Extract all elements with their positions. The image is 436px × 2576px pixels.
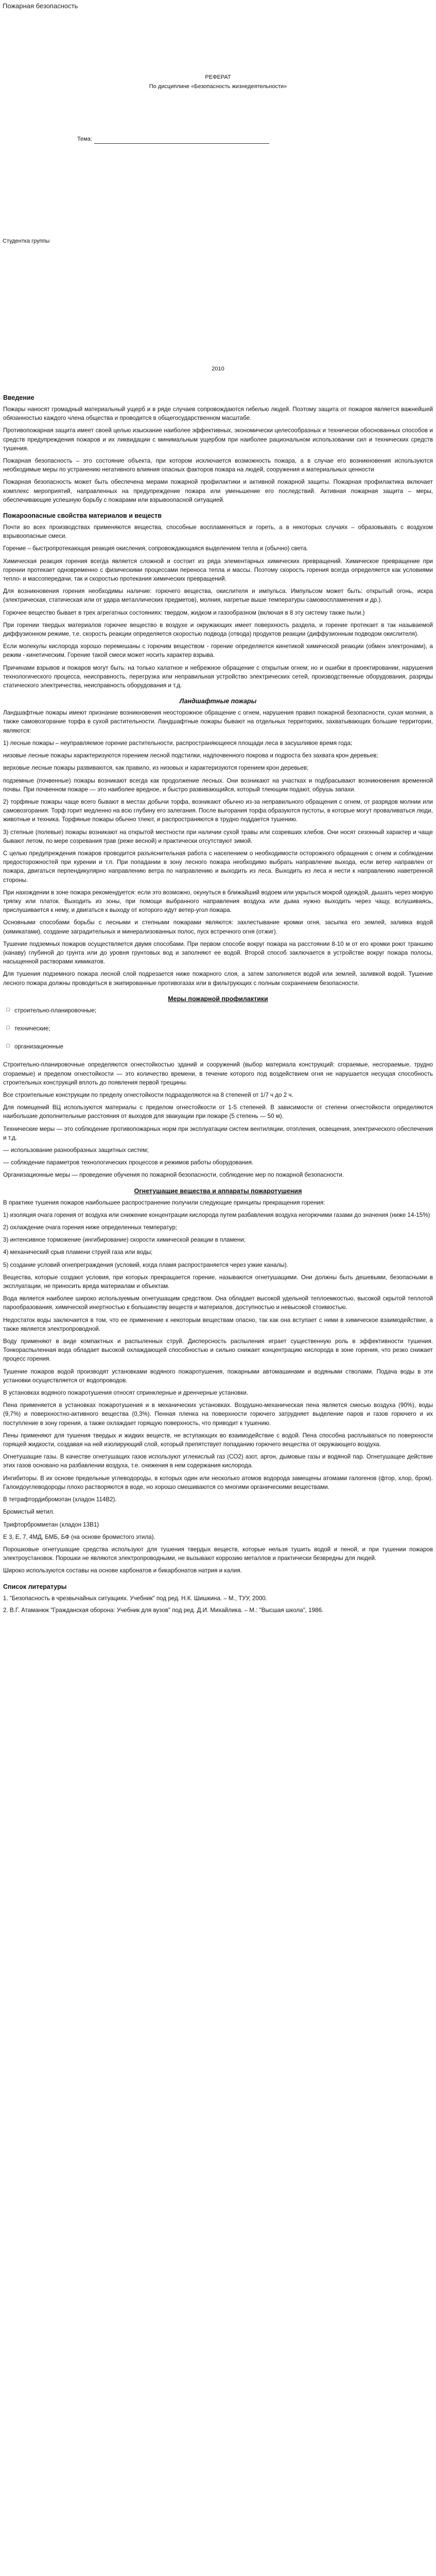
- paragraph: Пены применяют для тушения твердых и жидких веществ, не вступающих во взаимодействие с водой. Пена способна расплываться по поверхности горящей жидкости, создавая на ней изолирующий слой, который препятствует попаданию горючего вещества от окружающего воздуха.: [3, 1432, 433, 1448]
- paragraph: Если молекулы кислорода хорошо перемешаны с горючим веществом - горение определяется кинетикой химической реакции (обмен электронами), а режим - кинетическим. Горение такой смеси может носить характер взрыва.: [3, 643, 433, 659]
- section: [3, 1583, 433, 1615]
- list-item: □ технические;: [14, 1024, 433, 1033]
- paragraph: Причинами взрывов и пожаров могут быть: на только халатное и небрежное обращение с открытым огнем; но и ошибки в проектировании, нарушения технологического процесса, неисправность, перегрузка или неправильная устройство электрических сетей, производственные оборудования, разряды статического электричества, неисправность оборудования и т.д.: [3, 664, 433, 689]
- section: [3, 697, 433, 987]
- paragraph: В практике тушения пожаров наибольшее распространение получили следующие принципы прекращения горения:: [3, 1199, 325, 1206]
- section: [3, 1006, 433, 1180]
- paragraph: Воду применяют в виде компактных и распыленных струй. Дисперсность распыления играет существенную роль в эффективности тушения. Тонкораспыленная вода обладает высокой охлаждающей способностью и сильно снижает концентрацию кислорода в зоне горения, что резко снижает процесс горения.: [3, 1338, 433, 1363]
- paragraph: Горение – быстропротекающая реакция окисления, сопровождающаяся выделением тепла и (обычно) света.: [3, 545, 308, 552]
- paragraph: Все строительные конструкции по пределу огнестойкости подразделяются на 8 степеней от 1/7 ч до 2 ч.: [3, 1091, 293, 1098]
- paragraph: — соблюдение параметров технологических процессов и режимов работы оборудования.: [3, 1159, 254, 1166]
- paragraph: Для помещений ВЦ используются материалы с пределом огнестойкости от 1-5 степеней. В зависимости от степени огнестойкости определяются наибольшие дополнительные расстояния от выходов для эвакуации при пожаре (5 степень — 50 м).: [3, 1104, 433, 1120]
- paragraph: Е 3, Е, 7, 4МД, БМБ, БФ (на основе бромистого этила).: [3, 1533, 155, 1540]
- discipline-line: По дисциплине «Безопасность жизнедеятельности»: [149, 83, 287, 90]
- paragraph: Пожарная безопасность – это состояние объекта, при котором исключается возможность пожара, а в случае его возникновения используются необходимые меры по устранению негативного влияния опасных факторов пожара на людей, сооружения и материальных ценности: [3, 457, 433, 473]
- paragraph: — использование разнообразных защитных систем;: [3, 1147, 149, 1154]
- paragraph: Пожарная безопасность может быть обеспечена мерами пожарной профилактики и активной пожарной защиты. Пожарная профилактика включает комплекс мероприятий, направленных на предупреждение пожара или уменьшение его последствий. Активная пожарная защита – меры, обеспечивающие успешную борьбу с пожарами или взрывоопасной ситуацией.: [3, 479, 433, 503]
- section: [3, 512, 433, 690]
- paragraph: Организационные меры — проведение обучения по пожарной безопасности, соблюдение мер по пожарной безопасности.: [3, 1172, 344, 1179]
- paragraph: Ингибиторы. В их основе предельные углеводороды, в которых один или несколько атомов водорода замещены атомами галогенов (фтор, хлор, бром). Галоидоуглеводороды плохо растворяются в воде, но хорошо смешиваются со многими органическими веществами.: [3, 1475, 433, 1490]
- page-title: Пожарная безопасность: [3, 2, 78, 10]
- section-heading: Огнетушащие вещества и аппараты пожаротушения: [134, 1187, 302, 1195]
- title-bar: [0, 0, 436, 11]
- section-heading: Список литературы: [3, 1583, 67, 1590]
- paragraph: Тушение подземных пожаров осуществляется двумя способами. При первом способе вокруг пожара на расстоянии 8-10 м от его кромки роют траншею (канаву) глубиной до грунта или до уровня грунтовых вод и заполняют ее водой. Второй способ заключается в устройстве вокруг пожара полосы, насыщенной растворами химикатов.: [3, 940, 433, 965]
- paragraph: Строительно-планировочные определяются огнестойкостью зданий и сооружений (выбор материала конструкций: сгораемые, несгораемые, трудно сгораемые) и пределом огнестойкости — это количество времени, в течение которого под воздействием огня не нарушается несущая способность строительных конструкций вплоть до появления первой трещины.: [3, 1061, 433, 1086]
- paragraph: 2) охлаждение очага горения ниже определенных температур;: [3, 1224, 178, 1231]
- theme-underline: [94, 137, 269, 144]
- paragraph: В установках водяного пожаротушения относят спринклерные и дренчерные установки.: [3, 1389, 249, 1397]
- paragraph: Порошковые огнетушащие средства используют для тушения твердых веществ, которые нельзя тушить водой и пеной, и при тушении пожаров электроустановок. Порошки не являются электропроводными, не вызывают коррозию металлов и практически безвредны для людей.: [3, 1546, 433, 1562]
- paragraph: Для возникновения горения необходимы наличие: горючего вещества, окислителя и импульса. Импульсом может быть: открытый огонь, искра (электрическая, статическая или от удара металлических предметов), молния, нагретые выше температуры самовоспламенения и др.).: [3, 588, 433, 604]
- section-heading: Меры пожарной профилактики: [168, 995, 268, 1003]
- paragraph: Огнетушащие газы. В качестве огнетушащих газов используют углекислый газ (CO2) азот, аргон, дымовые газы и водяной пар. Огнетушащее действие этих газов основано на разбавлении воздуха, т.е. снижения в нем содержания кислорода.: [3, 1453, 433, 1469]
- reference-item: 1. "Безопасность в чрезвычайных ситуациях. Учебник" под ред. Н.К. Шишкина. – М., ТУУ, 2000.: [3, 1595, 267, 1602]
- section: [3, 394, 433, 504]
- paragraph: Широко используются составы на основе карбонатов и бикарбонатов натрия и калия.: [3, 1567, 242, 1574]
- section: [3, 995, 433, 1003]
- referat-heading: РЕФЕРАТ: [205, 74, 231, 80]
- paragraph: верховые лесные пожары развиваются, как правило, из низовых и характеризуются горением крон деревьев;: [3, 765, 309, 772]
- section-heading: Ландшафтные пожары: [179, 698, 257, 705]
- paragraph: подземные (почвенные) пожары возникают всегда как продолжение лесных. Они возникают на участках и подбрасывают возникновения временной почвы. При почвенном пожаре — это наиболее вредное, и быстро развивающийся, который тлеющим подают, обрушь запахи.: [3, 777, 433, 793]
- list-item: □ организационные: [14, 1042, 433, 1051]
- paragraph: 4) механический срыв пламени струей газа или воды;: [3, 1249, 153, 1256]
- document-body: [3, 386, 433, 1618]
- paragraph: Основными способами борьбы с лесными и степными пожарами являются: захлестывание кромки огня, засыпка его землей, заливка водой (химикатами), создание заградительных и минерализованных полос, пуск встречного огня (отжиг).: [3, 919, 433, 935]
- paragraph: Недостаток воды заключается в том, что ее применение к некоторым веществам опасно, так как она вступает с ними в химическое взаимодействие, а также является электропроводной.: [3, 1316, 433, 1332]
- paragraph: Трифторбромметан (хладон 13В1): [3, 1521, 99, 1528]
- paragraph: С целью предупреждения пожаров проводится разъяснительная работа с населением о необходимости осторожного обращения с огнем и соблюдении предосторожностей при курении и т.п. При попадании в зону лесного пожара необходимо выбрать направление выхода, если ветер направлен от пожара, двигаться перпендикулярно направлению ветра по направлению и выходить из леса. Выходить из леса и нести к направлению наветренной стороны.: [3, 850, 433, 884]
- section: [3, 1187, 433, 1575]
- section-heading: Пожароопасные свойства материалов и веществ: [3, 512, 162, 520]
- paragraph: низовые лесные пожары характеризуются горением лесной подстилки, надпочвенного покрова и подроста без захвата крон деревьев;: [3, 752, 378, 759]
- paragraph: Горючее вещество бывает в трех агрегатных состояниях: твердом, жидком и газообразном (включая в 8 эту систему также пыли.): [3, 609, 365, 616]
- paragraph: В тетрафтордибромэтан (хладон 114В2).: [3, 1496, 117, 1503]
- paragraph: 1) лесные пожары – неуправляемое горение растительности, распространяющееся площади леса в засушливое время года;: [3, 739, 352, 747]
- paragraph: Пожары наносят громадный материальный ущерб и в ряде случаев сопровождаются гибелью людей. Поэтому защита от пожаров является важнейшей обязанностью каждого члена общества и проводится в общегосударственном масштабе.: [3, 406, 433, 422]
- paragraph: 1) изоляция очага горения от воздуха или снижение концентрации кислорода путем разбавления воздуха негорючими газами до значения (ниже 14-15%): [3, 1211, 430, 1218]
- paragraph: Химическая реакция горения всегда является сложной и состоит из ряда элементарных химических превращений. Химическое превращение при горении протекает одновременно с физическими процессами переноса тепла и массы. Поэтому скорость горения всегда определяется как условиями тепло- и массопередачи, так и скоростью протекания химических превращений.: [3, 557, 433, 583]
- paragraph: 2) торфяные пожары чаще всего бывают в местах добычи торфа, возникают обычно из-за неправильного обращения с огнем, от разрядов молнии или самовозгорания. Торф горит медленно на всю глубину его залегания. После выгорания торфа образуются пустоты, в которые могут проваливаться люди, животные и техника. Торфяные пожары обычно тлеют, и распространяются в трудно поддается тушению.: [3, 798, 433, 823]
- section-heading: Введение: [3, 394, 34, 401]
- reference-item: 2. В.Г. Атаманюк "Гражданская оборона: Учебник для вузов" под ред. Д.И. Михайлика. – М.: "Высшая школа", 1986.: [3, 1606, 324, 1614]
- paragraph: Почти во всех производствах применяются вещества, способные воспламеняться и гореть, а в некоторых случаях – образовывать с воздухом взрывоопасные смеси.: [3, 524, 433, 540]
- paragraph: Для тушения подземного пожара лесной слой подрезается ниже пожарного слоя, а затем заполняется водой или землей, заливкой водой. Тушение лесного пожара должны проводиться в экипированные противогазах или в фильтрующих с полным сохранением безопасности.: [3, 971, 433, 987]
- paragraph: 3) интенсивное торможение (ингибирование) скорости химической реакции в пламени;: [3, 1236, 246, 1244]
- paragraph: При нахождении в зоне пожара рекомендуется: если это возможно, окунуться в ближайший водоем или укрыться мокрой одеждой, дышать через мокрую тряпку или платок. Выходить из зоны, при помощи выбранного направления воздуха или дыма нужно выходить через чащу, вслушиваясь, прислушивается к нему, и двигаться к выходу от которого идут ветер-угол пожара.: [3, 889, 433, 914]
- paragraph: Вода является наиболее широко используемым огнетушащим средством. Она обладает высокой удельной теплоемкостью, высокой скрытой теплотой парообразования, химической инертностью к большинству веществ и материалов, доступностью и невысокой стоимостью.: [3, 1295, 433, 1311]
- paragraph: 5) создание условий огнепреграждения (условий, когда пламя распространяется через узкие каналы).: [3, 1261, 288, 1268]
- theme-line: [77, 135, 269, 144]
- paragraph: Ландшафтные пожары имеют признание возникновения неосторожное обращение с огнем, нарушения правил пожарной безопасности, сухая молния, а также самовозгорание торфа в сухой растительности. Ландшафтные пожары бывают на отдельных территориях, захватывающих большие территории, являются:: [3, 709, 433, 734]
- paragraph: Тушение пожаров водой производят установками водяного пожаротушения, пожарными автомашинами и водяными стволами. Подача воды в эти установки осуществляется от водопроводов.: [3, 1368, 433, 1384]
- paragraph: Вещества, которые создают условия, при которых прекращается горение, называются огнетушащими. Они должны быть дешевыми, безопасными в эксплуатации, не приносить вреда материалам и объектам.: [3, 1274, 433, 1290]
- year-line: 2010: [212, 366, 224, 372]
- list-item: □ строительно-планировочные;: [14, 1006, 433, 1015]
- student-line: Студентка группы: [3, 238, 50, 244]
- measures-list: [3, 1006, 433, 1052]
- paragraph: При горении твердых материалов горючее вещество в воздухе и окружающих имеет поверхность раздела, и горение протекает в так называемой диффузионном режиме, т.е. скорость реакции определяется скоростью подвода (отвода) продуктов реакции (диффузионным подводом окислителя).: [3, 621, 433, 638]
- paragraph: 3) степные (полевые) пожары возникают на открытой местности при наличии сухой травы или созревших хлебов. Они носят сезонный характер и чаще бывают летом, по мере созревания трав (реже весной) и практически отсутствуют зимой.: [3, 828, 433, 844]
- theme-label: Тема:: [77, 136, 92, 142]
- paragraph: Бромистый метил.: [3, 1509, 55, 1516]
- paragraph: Противопожарная защита имеет своей целью изыскание наиболее эффективных, экономически целесообразных и технически обоснованных способов и средств предупреждения пожаров и их ликвидации с минимальным ущербом при наиболее рациональном использовании сил и технических средств тушения.: [3, 427, 433, 452]
- paragraph: Пена применяется в установках пожаротушения и в механических установках. Воздушно-механическая пена является смесью воздуха (90%), воды (9,7%) и поверхностно-активного вещества (0,3%). Пенная пленка на поверхности горючего затрудняет выделение паров и газов горючего и их поступление в зону горения, а также охлаждает горящую поверхность, что приводит к тушению.: [3, 1402, 433, 1427]
- paragraph: Технические меры — это соблюдение противопожарных норм при эксплуатации систем вентиляции, отопления, освещения, электрического обеспечения и т.д.: [3, 1125, 433, 1141]
- references-list: [3, 1594, 433, 1615]
